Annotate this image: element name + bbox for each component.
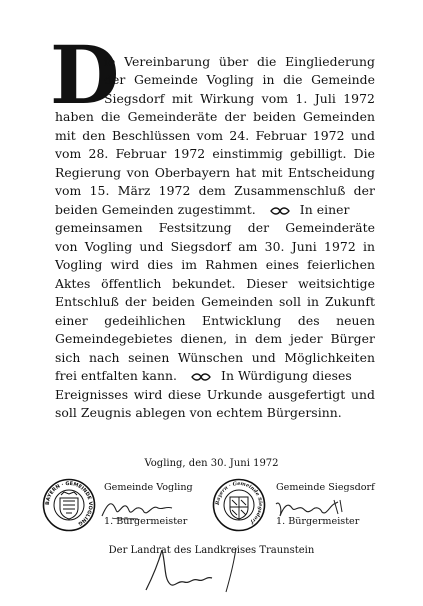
- body-line: Gemeindegebietes dienen, in dem jeder Bürger: [55, 331, 375, 346]
- landrat-label: Der Landrat des Landkreises Traunstein: [108, 545, 315, 556]
- vogling-seal-icon: [42, 478, 96, 532]
- drop-cap: D: [50, 28, 120, 122]
- body-line-part: beiden Gemeinden zugestimmt.: [55, 202, 256, 217]
- loop-ornament-icon: [191, 373, 211, 381]
- body-line: von Vogling und Siegsdorf am 30. Juni 1972 in: [55, 239, 375, 254]
- body-line: einer gedeihlichen Entwicklung des neuen: [55, 313, 375, 328]
- body-line: Vogling wird dies im Rahmen eines feierlichen: [55, 257, 375, 272]
- body-line: soll Zeugnis ablegen von echtem Bürgersinn.: [55, 405, 342, 420]
- dateline: Vogling, den 30. Juni 1972: [144, 458, 279, 469]
- body-line-part: In Würdigung dieses: [221, 368, 352, 383]
- right-title-label: 1. Bürgermeister: [276, 516, 360, 527]
- body-line: vom 28. Februar 1972 einstimmig gebilligt. Die: [55, 146, 375, 161]
- body-line: vom 15. März 1972 dem Zusammenschluß der: [55, 183, 375, 198]
- body-line: Regierung von Oberbayern hat mit Entscheidung: [55, 165, 375, 180]
- body-line: mit den Beschlüssen vom 24. Februar 1972 und: [55, 128, 375, 143]
- left-municipality-label: Gemeinde Vogling: [104, 482, 193, 493]
- left-title-label: 1. Bürgermeister: [104, 516, 188, 527]
- landrat-signature-icon: [140, 548, 280, 594]
- seal-lettering: BAYERN · GEMEINDE VOGLING: [44, 480, 94, 527]
- body-line: Aktes öffentlich bekundet. Dieser weitsichtige: [55, 276, 375, 291]
- body-line: ie Vereinbarung über die Eingliederung: [104, 54, 375, 69]
- body-line: Entschluß der beiden Gemeinden soll in Zukunft: [55, 294, 375, 309]
- loop-ornament-icon: [270, 207, 290, 215]
- body-line: Ereignisses wird diese Urkunde ausgefertigt und: [55, 387, 375, 402]
- body-line-with-ornament: [55, 368, 375, 384]
- siegsdorf-seal-icon: [212, 478, 266, 532]
- body-line-part: In einer: [299, 202, 350, 217]
- body-line: der Gemeinde Vogling in die Gemeinde: [104, 72, 375, 87]
- body-line-with-ornament: [55, 202, 375, 218]
- body-line-part: frei entfalten kann.: [55, 368, 177, 383]
- body-line: gemeinsamen Festsitzung der Gemeinderäte: [55, 220, 375, 235]
- seal-lettering: Bayern · Gemeinde Siegsdorf: [214, 480, 264, 525]
- body-line: sich nach seinen Wünschen und Möglichkeiten: [55, 350, 375, 365]
- right-municipality-label: Gemeinde Siegsdorf: [276, 482, 375, 493]
- body-line: haben die Gemeinderäte der beiden Gemeinden: [55, 109, 375, 124]
- body-line: Siegsdorf mit Wirkung vom 1. Juli 1972: [104, 91, 375, 106]
